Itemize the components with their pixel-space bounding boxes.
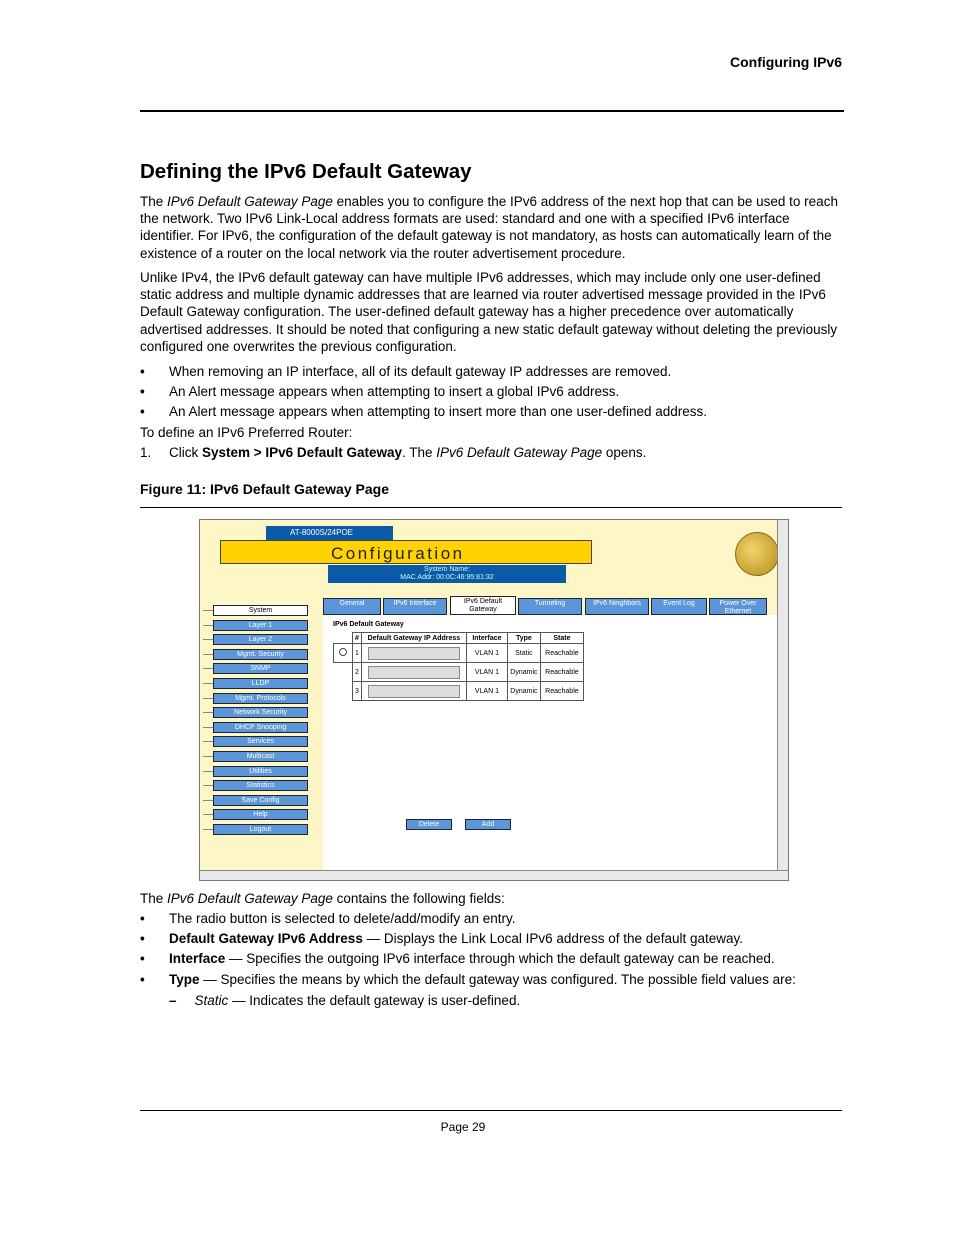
system-info: System Name: MAC Addr: 00:0C:46:95:81:32 <box>328 565 566 583</box>
vertical-scrollbar[interactable] <box>777 520 788 870</box>
tab-event-log[interactable]: Event Log <box>651 598 707 615</box>
nav-item-statistics[interactable]: Statistics <box>213 780 308 791</box>
figure-caption: Figure 11: IPv6 Default Gateway Page <box>140 481 389 497</box>
tab-ipv6-neighbors[interactable]: IPv6 Neighbors <box>585 598 649 615</box>
nav-item-services[interactable]: Services <box>213 736 308 747</box>
nav-item-system[interactable]: System <box>213 605 308 616</box>
gateway-panel <box>323 615 778 870</box>
nav-item-layer-2[interactable]: Layer 2 <box>213 634 308 645</box>
nav-tick <box>203 800 213 801</box>
nav-item-network-security[interactable]: Network Security <box>213 707 308 718</box>
nav-item-multicast[interactable]: Multicast <box>213 751 308 762</box>
nav-item-mgmt-security[interactable]: Mgmt. Security <box>213 649 308 660</box>
table-row: 2 VLAN 1 Dynamic Reachable <box>334 663 584 682</box>
intro-paragraph: The IPv6 Default Gateway Page enables you to configure the IPv6 address of the next hop that can be used to reach the network. Two IPv6 Link-Local address formats are used: standard and one with a specified IPv6 interface identifier. For IPv6, the configuration of the default gateway is not mandatory, as hosts can automatically learn of the existence of a router on the local network via the router advertisement procedure. <box>140 194 838 261</box>
gateway-table <box>333 632 584 701</box>
nav-tick <box>203 756 213 757</box>
nav-item-lldp[interactable]: LLDP <box>213 678 308 689</box>
nav-item-logout[interactable]: Logout <box>213 824 308 835</box>
gateway-ip-field[interactable] <box>368 647 460 660</box>
column-header: State <box>540 633 583 644</box>
nav-item-dhcp-snooping[interactable]: DHCP Snooping <box>213 722 308 733</box>
nav-tick <box>203 625 213 626</box>
column-header: # <box>353 633 362 644</box>
gateway-ip-field[interactable] <box>368 685 460 698</box>
device-model: AT-8000S/24POE <box>266 526 393 540</box>
tab-tunneling[interactable]: Tunneling <box>518 598 582 615</box>
nav-item-layer-1[interactable]: Layer 1 <box>213 620 308 631</box>
tab-general[interactable]: General <box>323 598 381 615</box>
table-row: 1 VLAN 1 Static Reachable <box>334 644 584 663</box>
gateway-page-screenshot <box>199 519 789 881</box>
configuration-banner: Configuration <box>220 540 592 564</box>
column-header: Default Gateway IP Address <box>361 633 466 644</box>
tab-power-over-ethernet[interactable]: Power Over Ethernet <box>709 598 767 615</box>
nav-tick <box>203 654 213 655</box>
tab-ipv6-default-gateway[interactable]: IPv6 Default Gateway <box>450 596 516 615</box>
nav-item-save-config[interactable]: Save Config <box>213 795 308 806</box>
fields-intro: The IPv6 Default Gateway Page contains the following fields: <box>140 891 505 906</box>
tab-ipv6-interface[interactable]: IPv6 Interface <box>383 598 447 615</box>
section-heading: Defining the IPv6 Default Gateway <box>140 160 472 183</box>
nav-tick <box>203 668 213 669</box>
header-rule <box>140 110 844 112</box>
running-header: Configuring IPv6 <box>730 54 842 70</box>
nav-item-mgmt-protocols[interactable]: Mgmt. Protocols <box>213 693 308 704</box>
nav-tick <box>203 639 213 640</box>
page-number: Page 29 <box>440 1120 486 1134</box>
multi-address-paragraph: Unlike IPv4, the IPv6 default gateway can have multiple IPv6 addresses, which may include only one user-defined static address and multiple dynamic addresses that are learned via router advertised message provided in the IPv6 Default Gateway configuration. The user-defined default gateway has a higher precedence over automatically advertised addresses. It should be noted that configuring a new static default gateway without deleting the previously configured one overwrites the previous configuration. <box>140 270 838 354</box>
nav-tick <box>203 698 213 699</box>
nav-tick <box>203 727 213 728</box>
panel-title: IPv6 Default Gateway <box>333 621 404 628</box>
nav-item-snmp[interactable]: SNMP <box>213 663 308 674</box>
nav-item-utilities[interactable]: Utilities <box>213 766 308 777</box>
footer-rule <box>140 1110 842 1111</box>
nav-tick <box>203 683 213 684</box>
gateway-ip-field[interactable] <box>368 666 460 679</box>
add-button[interactable]: Add <box>465 819 511 830</box>
horizontal-scrollbar[interactable] <box>200 870 788 880</box>
delete-button[interactable]: Delete <box>406 819 452 830</box>
table-row: 3 VLAN 1 Dynamic Reachable <box>334 682 584 701</box>
nav-tick <box>203 829 213 830</box>
row-radio[interactable] <box>334 644 353 663</box>
nav-tick <box>203 741 213 742</box>
nav-item-help[interactable]: Help <box>213 809 308 820</box>
column-header: Type <box>507 633 540 644</box>
nav-tick <box>203 771 213 772</box>
nav-tick <box>203 785 213 786</box>
logo-globe-icon <box>735 532 779 576</box>
figure-rule <box>140 507 842 508</box>
nav-tick <box>203 814 213 815</box>
column-header: Interface <box>466 633 507 644</box>
nav-tick <box>203 610 213 611</box>
procedure-intro: To define an IPv6 Preferred Router: <box>140 425 353 440</box>
sub-list-item: – Static — Indicates the default gateway is user-defined. <box>169 993 521 1008</box>
nav-tick <box>203 712 213 713</box>
